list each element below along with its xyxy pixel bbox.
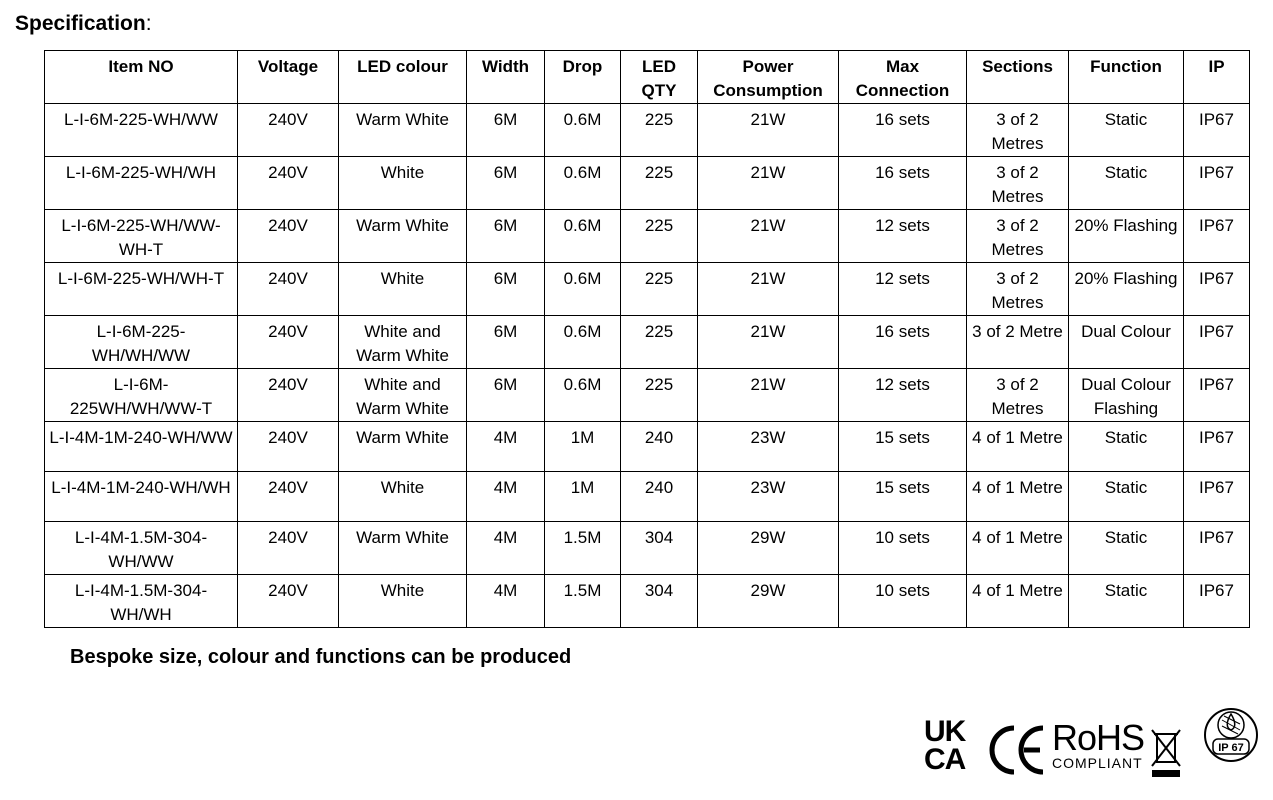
table-cell: 240: [621, 472, 698, 522]
table-cell: 20% Flashing: [1069, 210, 1184, 263]
table-cell: 16 sets: [839, 316, 967, 369]
table-cell: Warm White: [339, 422, 467, 472]
column-header: IP: [1184, 51, 1250, 104]
table-cell: L-I-4M-1M-240-WH/WW: [45, 422, 238, 472]
table-cell: IP67: [1184, 157, 1250, 210]
spec-heading-suffix: :: [145, 12, 152, 35]
table-cell: 3 of 2 Metre: [967, 316, 1069, 369]
column-header: Function: [1069, 51, 1184, 104]
table-cell: 29W: [698, 522, 839, 575]
table-row: [45, 522, 1250, 575]
table-cell: 16 sets: [839, 157, 967, 210]
table-cell: 240V: [238, 104, 339, 157]
spec-heading-label: Specification: [15, 12, 146, 35]
table-cell: 3 of 2 Metres: [967, 104, 1069, 157]
table-cell: L-I-6M-225-WH/WW: [45, 104, 238, 157]
column-header: Power Consumption: [698, 51, 839, 104]
table-cell: L-I-4M-1M-240-WH/WH: [45, 472, 238, 522]
rohs-main-text: RoHS: [1052, 717, 1145, 758]
bespoke-note: Bespoke size, colour and functions can be produced: [70, 646, 572, 668]
table-cell: 1.5M: [545, 575, 621, 628]
table-cell: 240V: [238, 522, 339, 575]
table-cell: Static: [1069, 157, 1184, 210]
table-cell: 21W: [698, 157, 839, 210]
ip67-label: IP 67: [1218, 742, 1244, 754]
table-cell: 240V: [238, 210, 339, 263]
table-cell: Dual Colour Flashing: [1069, 369, 1184, 422]
spec-table: [44, 50, 1250, 628]
table-row: [45, 369, 1250, 422]
table-cell: 304: [621, 575, 698, 628]
column-header: Width: [467, 51, 545, 104]
table-cell: White: [339, 472, 467, 522]
column-header: Item NO: [45, 51, 238, 104]
table-cell: 240V: [238, 316, 339, 369]
table-cell: Warm White: [339, 210, 467, 263]
table-cell: 29W: [698, 575, 839, 628]
table-cell: L-I-6M-225-WH/WH/WW: [45, 316, 238, 369]
table-cell: 304: [621, 522, 698, 575]
table-cell: 12 sets: [839, 369, 967, 422]
table-cell: 4 of 1 Metre: [967, 575, 1069, 628]
crossed-out-bin-icon: [1150, 726, 1184, 780]
table-cell: 4M: [467, 472, 545, 522]
table-cell: 225: [621, 157, 698, 210]
table-row: [45, 472, 1250, 522]
ukca-top: UK: [924, 715, 966, 748]
table-cell: White: [339, 157, 467, 210]
table-cell: L-I-6M-225WH/WH/WW-T: [45, 369, 238, 422]
table-cell: Warm White: [339, 522, 467, 575]
table-cell: 240: [621, 422, 698, 472]
table-cell: 225: [621, 263, 698, 316]
table-cell: 12 sets: [839, 210, 967, 263]
table-cell: 240V: [238, 263, 339, 316]
table-cell: L-I-6M-225-WH/WH-T: [45, 263, 238, 316]
table-cell: Static: [1069, 422, 1184, 472]
table-cell: IP67: [1184, 522, 1250, 575]
column-header: LED QTY: [621, 51, 698, 104]
table-cell: 21W: [698, 210, 839, 263]
table-cell: 6M: [467, 316, 545, 369]
table-cell: IP67: [1184, 210, 1250, 263]
table-cell: 3 of 2 Metres: [967, 157, 1069, 210]
table-cell: Static: [1069, 575, 1184, 628]
table-cell: Static: [1069, 472, 1184, 522]
table-cell: Static: [1069, 104, 1184, 157]
table-header-row: [45, 51, 1250, 104]
table-cell: 225: [621, 104, 698, 157]
table-cell: 21W: [698, 104, 839, 157]
table-cell: IP67: [1184, 472, 1250, 522]
column-header: Max Connection: [839, 51, 967, 104]
table-row: [45, 210, 1250, 263]
table-cell: 3 of 2 Metres: [967, 210, 1069, 263]
table-cell: 15 sets: [839, 422, 967, 472]
ip67-rating-icon: [1202, 706, 1260, 764]
table-cell: 240V: [238, 575, 339, 628]
table-row: [45, 157, 1250, 210]
table-row: [45, 575, 1250, 628]
table-cell: 0.6M: [545, 263, 621, 316]
column-header: Sections: [967, 51, 1069, 104]
table-cell: IP67: [1184, 316, 1250, 369]
table-cell: 1.5M: [545, 522, 621, 575]
table-cell: 6M: [467, 210, 545, 263]
table-cell: 4 of 1 Metre: [967, 422, 1069, 472]
ukca-bottom: CA: [924, 743, 966, 776]
table-cell: 6M: [467, 104, 545, 157]
table-row: [45, 104, 1250, 157]
table-row: [45, 422, 1250, 472]
table-cell: White and Warm White: [339, 369, 467, 422]
table-cell: 225: [621, 316, 698, 369]
table-cell: 20% Flashing: [1069, 263, 1184, 316]
spec-heading: [15, 10, 152, 38]
table-cell: IP67: [1184, 575, 1250, 628]
table-cell: 240V: [238, 369, 339, 422]
column-header: Drop: [545, 51, 621, 104]
table-cell: IP67: [1184, 263, 1250, 316]
table-cell: 21W: [698, 369, 839, 422]
table-cell: Warm White: [339, 104, 467, 157]
table-cell: 4M: [467, 522, 545, 575]
table-cell: 16 sets: [839, 104, 967, 157]
table-cell: 240V: [238, 422, 339, 472]
table-cell: 23W: [698, 422, 839, 472]
table-cell: IP67: [1184, 369, 1250, 422]
table-cell: 0.6M: [545, 369, 621, 422]
table-cell: 21W: [698, 316, 839, 369]
table-cell: L-I-4M-1.5M-304-WH/WW: [45, 522, 238, 575]
table-cell: 3 of 2 Metres: [967, 263, 1069, 316]
table-cell: 225: [621, 210, 698, 263]
table-cell: 4 of 1 Metre: [967, 472, 1069, 522]
rohs-mark: [1052, 717, 1148, 771]
table-cell: 0.6M: [545, 157, 621, 210]
ce-mark-icon: [988, 722, 1048, 778]
table-cell: Dual Colour: [1069, 316, 1184, 369]
table-cell: 23W: [698, 472, 839, 522]
table-cell: 6M: [467, 263, 545, 316]
table-cell: 6M: [467, 369, 545, 422]
table-cell: Static: [1069, 522, 1184, 575]
rohs-sub-text: COMPLIANT: [1052, 755, 1143, 771]
table-cell: White and Warm White: [339, 316, 467, 369]
table-cell: 240V: [238, 157, 339, 210]
table-cell: 240V: [238, 472, 339, 522]
table-body: [45, 104, 1250, 628]
table-cell: 12 sets: [839, 263, 967, 316]
table-cell: 10 sets: [839, 522, 967, 575]
table-cell: 6M: [467, 157, 545, 210]
table-cell: White: [339, 263, 467, 316]
table-cell: 0.6M: [545, 210, 621, 263]
table-cell: IP67: [1184, 422, 1250, 472]
table-cell: L-I-4M-1.5M-304-WH/WH: [45, 575, 238, 628]
table-cell: L-I-6M-225-WH/WW-WH-T: [45, 210, 238, 263]
table-cell: IP67: [1184, 104, 1250, 157]
table-cell: 4 of 1 Metre: [967, 522, 1069, 575]
ukca-mark-icon: [924, 715, 984, 778]
table-cell: 225: [621, 369, 698, 422]
table-cell: 4M: [467, 575, 545, 628]
table-cell: 1M: [545, 472, 621, 522]
table-row: [45, 263, 1250, 316]
table-cell: 4M: [467, 422, 545, 472]
table-cell: 0.6M: [545, 316, 621, 369]
table-row: [45, 316, 1250, 369]
table-cell: 0.6M: [545, 104, 621, 157]
table-cell: L-I-6M-225-WH/WH: [45, 157, 238, 210]
certification-marks: [920, 704, 1260, 794]
column-header: LED colour: [339, 51, 467, 104]
table-cell: 21W: [698, 263, 839, 316]
table-cell: 10 sets: [839, 575, 967, 628]
table-cell: White: [339, 575, 467, 628]
table-cell: 15 sets: [839, 472, 967, 522]
column-header: Voltage: [238, 51, 339, 104]
table-cell: 1M: [545, 422, 621, 472]
table-cell: 3 of 2 Metres: [967, 369, 1069, 422]
